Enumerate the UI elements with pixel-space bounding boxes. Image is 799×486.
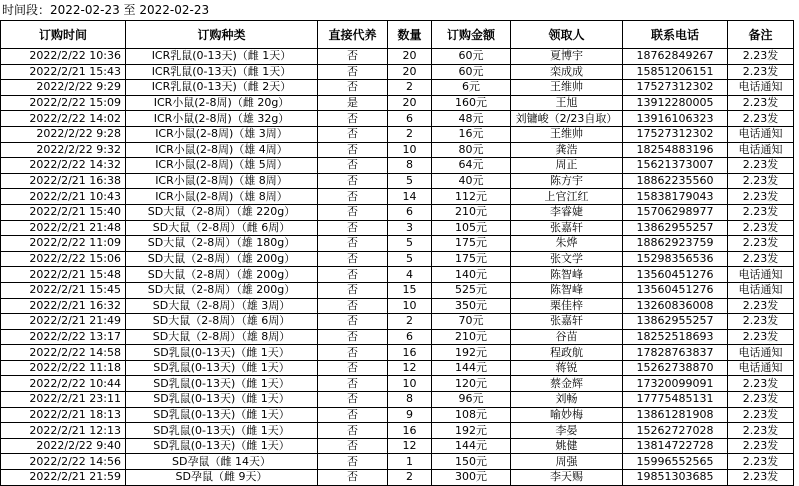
table-row bbox=[1, 298, 794, 314]
quantity-cell: 2 bbox=[388, 80, 432, 96]
order-time-cell: 2022/2/22 11:18 bbox=[1, 360, 126, 376]
order-type-cell: ICR小鼠(2-8周)（雌 20g） bbox=[126, 95, 318, 111]
quantity-cell: 12 bbox=[388, 360, 432, 376]
order-type-cell: SD乳鼠(0-13天)（雌 1天） bbox=[126, 423, 318, 439]
order-time-cell: 2022/2/21 23:11 bbox=[1, 392, 126, 408]
phone-cell: 19851303685 bbox=[623, 470, 728, 486]
recipient-cell: 刘镛峻（2/23自取） bbox=[511, 111, 623, 127]
amount-cell: 96元 bbox=[432, 392, 511, 408]
recipient-cell: 姚健 bbox=[511, 438, 623, 454]
phone-cell: 18762849267 bbox=[623, 49, 728, 65]
header-remark: 备注 bbox=[728, 21, 794, 49]
recipient-cell: 栗佳梓 bbox=[511, 298, 623, 314]
recipient-cell: 王旭 bbox=[511, 95, 623, 111]
recipient-cell: 程政航 bbox=[511, 345, 623, 361]
quantity-cell: 2 bbox=[388, 314, 432, 330]
amount-cell: 192元 bbox=[432, 345, 511, 361]
quantity-cell: 6 bbox=[388, 204, 432, 220]
recipient-cell: 王维帅 bbox=[511, 126, 623, 142]
recipient-cell: 蔡金辉 bbox=[511, 376, 623, 392]
recipient-cell: 陈智峰 bbox=[511, 282, 623, 298]
order-type-cell: SD乳鼠(0-13天)（雌 1天） bbox=[126, 407, 318, 423]
table-row bbox=[1, 329, 794, 345]
remark-cell: 2.23发 bbox=[728, 49, 794, 65]
order-type-cell: SD孕鼠（雌 14天） bbox=[126, 454, 318, 470]
amount-cell: 175元 bbox=[432, 236, 511, 252]
order-time-cell: 2022/2/21 10:43 bbox=[1, 189, 126, 205]
table-row bbox=[1, 407, 794, 423]
recipient-cell: 李晏 bbox=[511, 423, 623, 439]
phone-cell: 17828763837 bbox=[623, 345, 728, 361]
phone-cell: 13862955257 bbox=[623, 314, 728, 330]
order-time-cell: 2022/2/22 11:09 bbox=[1, 236, 126, 252]
recipient-cell: 李天赐 bbox=[511, 470, 623, 486]
recipient-cell: 刘畅 bbox=[511, 392, 623, 408]
order-time-cell: 2022/2/22 15:09 bbox=[1, 95, 126, 111]
remark-cell: 2.23发 bbox=[728, 329, 794, 345]
direct-care-cell: 否 bbox=[318, 345, 388, 361]
table-row bbox=[1, 204, 794, 220]
direct-care-cell: 否 bbox=[318, 267, 388, 283]
header-phone: 联系电话 bbox=[623, 21, 728, 49]
remark-cell: 2.23发 bbox=[728, 64, 794, 80]
order-time-cell: 2022/2/21 21:59 bbox=[1, 470, 126, 486]
direct-care-cell: 否 bbox=[318, 329, 388, 345]
order-type-cell: ICR小鼠(2-8周)（雄 5周） bbox=[126, 158, 318, 174]
direct-care-cell: 否 bbox=[318, 470, 388, 486]
amount-cell: 350元 bbox=[432, 298, 511, 314]
order-type-cell: SD大鼠（2-8周）（雄 8周） bbox=[126, 329, 318, 345]
order-time-cell: 2022/2/21 16:32 bbox=[1, 298, 126, 314]
order-time-cell: 2022/2/21 15:45 bbox=[1, 282, 126, 298]
recipient-cell: 龚浩 bbox=[511, 142, 623, 158]
order-time-cell: 2022/2/22 10:44 bbox=[1, 376, 126, 392]
table-row bbox=[1, 220, 794, 236]
quantity-cell: 4 bbox=[388, 267, 432, 283]
phone-cell: 17527312302 bbox=[623, 80, 728, 96]
phone-cell: 13862955257 bbox=[623, 220, 728, 236]
direct-care-cell: 否 bbox=[318, 314, 388, 330]
direct-care-cell: 否 bbox=[318, 298, 388, 314]
direct-care-cell: 否 bbox=[318, 142, 388, 158]
recipient-cell: 张文学 bbox=[511, 251, 623, 267]
amount-cell: 105元 bbox=[432, 220, 511, 236]
remark-cell: 2.23发 bbox=[728, 236, 794, 252]
order-type-cell: SD大鼠（2-8周）（雄 3周） bbox=[126, 298, 318, 314]
order-time-cell: 2022/2/21 21:48 bbox=[1, 220, 126, 236]
phone-cell: 17527312302 bbox=[623, 126, 728, 142]
remark-cell: 2.23发 bbox=[728, 111, 794, 127]
remark-cell: 2.23发 bbox=[728, 392, 794, 408]
recipient-cell: 上官江红 bbox=[511, 189, 623, 205]
quantity-cell: 10 bbox=[388, 376, 432, 392]
remark-cell: 2.23发 bbox=[728, 204, 794, 220]
table-row bbox=[1, 282, 794, 298]
phone-cell: 15838179043 bbox=[623, 189, 728, 205]
recipient-cell: 周正 bbox=[511, 158, 623, 174]
phone-cell: 15298356536 bbox=[623, 251, 728, 267]
table-row bbox=[1, 376, 794, 392]
remark-cell: 电话通知 bbox=[728, 80, 794, 96]
remark-cell: 2.23发 bbox=[728, 158, 794, 174]
phone-cell: 18862235560 bbox=[623, 173, 728, 189]
amount-cell: 70元 bbox=[432, 314, 511, 330]
amount-cell: 80元 bbox=[432, 142, 511, 158]
order-time-cell: 2022/2/22 10:36 bbox=[1, 49, 126, 65]
order-type-cell: SD孕鼠（雌 9天） bbox=[126, 470, 318, 486]
phone-cell: 18862923759 bbox=[623, 236, 728, 252]
direct-care-cell: 否 bbox=[318, 126, 388, 142]
order-type-cell: SD乳鼠(0-13天)（雌 1天） bbox=[126, 392, 318, 408]
direct-care-cell: 否 bbox=[318, 360, 388, 376]
quantity-cell: 1 bbox=[388, 454, 432, 470]
remark-cell: 2.23发 bbox=[728, 407, 794, 423]
amount-cell: 108元 bbox=[432, 407, 511, 423]
time-period-label: 时间段：2022-02-23 至 2022-02-23 bbox=[2, 3, 210, 17]
order-type-cell: ICR小鼠(2-8周)（雄 3周） bbox=[126, 126, 318, 142]
phone-cell: 15996552565 bbox=[623, 454, 728, 470]
remark-cell: 2.23发 bbox=[728, 251, 794, 267]
phone-cell: 15706298977 bbox=[623, 204, 728, 220]
order-type-cell: SD乳鼠(0-13天)（雌 1天） bbox=[126, 438, 318, 454]
order-type-cell: SD乳鼠(0-13天)（雌 1天） bbox=[126, 376, 318, 392]
order-time-cell: 2022/2/21 21:49 bbox=[1, 314, 126, 330]
order-type-cell: ICR小鼠(2-8周)（雄 8周） bbox=[126, 189, 318, 205]
quantity-cell: 2 bbox=[388, 126, 432, 142]
quantity-cell: 5 bbox=[388, 236, 432, 252]
order-time-cell: 2022/2/22 15:06 bbox=[1, 251, 126, 267]
table-row bbox=[1, 251, 794, 267]
header-direct-care: 直接代养 bbox=[318, 21, 388, 49]
quantity-cell: 5 bbox=[388, 251, 432, 267]
direct-care-cell: 否 bbox=[318, 64, 388, 80]
table-row bbox=[1, 49, 794, 65]
recipient-cell: 张嘉轩 bbox=[511, 220, 623, 236]
amount-cell: 40元 bbox=[432, 173, 511, 189]
order-type-cell: SD乳鼠(0-13天)（雌 1天） bbox=[126, 360, 318, 376]
order-time-cell: 2022/2/22 9:32 bbox=[1, 142, 126, 158]
phone-cell: 15262738870 bbox=[623, 360, 728, 376]
order-type-cell: ICR乳鼠(0-13天)（雌 1天） bbox=[126, 49, 318, 65]
table-row bbox=[1, 95, 794, 111]
direct-care-cell: 否 bbox=[318, 454, 388, 470]
amount-cell: 210元 bbox=[432, 329, 511, 345]
table-row bbox=[1, 454, 794, 470]
recipient-cell: 张嘉轩 bbox=[511, 314, 623, 330]
amount-cell: 6元 bbox=[432, 80, 511, 96]
order-time-cell: 2022/2/22 14:58 bbox=[1, 345, 126, 361]
direct-care-cell: 否 bbox=[318, 282, 388, 298]
phone-cell: 17320099091 bbox=[623, 376, 728, 392]
direct-care-cell: 否 bbox=[318, 251, 388, 267]
quantity-cell: 12 bbox=[388, 438, 432, 454]
amount-cell: 64元 bbox=[432, 158, 511, 174]
amount-cell: 16元 bbox=[432, 126, 511, 142]
phone-cell: 13861281908 bbox=[623, 407, 728, 423]
quantity-cell: 3 bbox=[388, 220, 432, 236]
remark-cell: 电话通知 bbox=[728, 267, 794, 283]
order-type-cell: SD乳鼠(0-13天)（雌 1天） bbox=[126, 345, 318, 361]
quantity-cell: 14 bbox=[388, 189, 432, 205]
phone-cell: 17775485131 bbox=[623, 392, 728, 408]
order-type-cell: SD大鼠（2-8周）（雄 200g） bbox=[126, 251, 318, 267]
order-type-cell: SD大鼠（2-8周）（雌 6周） bbox=[126, 220, 318, 236]
order-type-cell: SD大鼠（2-8周）（雄 180g） bbox=[126, 236, 318, 252]
phone-cell: 18254883196 bbox=[623, 142, 728, 158]
amount-cell: 140元 bbox=[432, 267, 511, 283]
table-row bbox=[1, 360, 794, 376]
order-table bbox=[0, 20, 794, 486]
remark-cell: 2.23发 bbox=[728, 314, 794, 330]
remark-cell: 电话通知 bbox=[728, 142, 794, 158]
recipient-cell: 栾成成 bbox=[511, 64, 623, 80]
phone-cell: 13560451276 bbox=[623, 267, 728, 283]
recipient-cell: 夏博宇 bbox=[511, 49, 623, 65]
direct-care-cell: 否 bbox=[318, 438, 388, 454]
table-row bbox=[1, 392, 794, 408]
phone-cell: 13560451276 bbox=[623, 282, 728, 298]
order-time-cell: 2022/2/21 16:38 bbox=[1, 173, 126, 189]
phone-cell: 15621373007 bbox=[623, 158, 728, 174]
order-time-cell: 2022/2/21 15:40 bbox=[1, 204, 126, 220]
table-row bbox=[1, 189, 794, 205]
order-time-cell: 2022/2/21 18:13 bbox=[1, 407, 126, 423]
table-row bbox=[1, 470, 794, 486]
order-type-cell: SD大鼠（2-8周）（雄 6周） bbox=[126, 314, 318, 330]
remark-cell: 2.23发 bbox=[728, 189, 794, 205]
order-time-cell: 2022/2/22 9:29 bbox=[1, 80, 126, 96]
remark-cell: 2.23发 bbox=[728, 95, 794, 111]
remark-cell: 2.23发 bbox=[728, 173, 794, 189]
quantity-cell: 2 bbox=[388, 470, 432, 486]
quantity-cell: 20 bbox=[388, 49, 432, 65]
amount-cell: 120元 bbox=[432, 376, 511, 392]
quantity-cell: 20 bbox=[388, 64, 432, 80]
quantity-cell: 9 bbox=[388, 407, 432, 423]
amount-cell: 192元 bbox=[432, 423, 511, 439]
direct-care-cell: 否 bbox=[318, 204, 388, 220]
order-time-cell: 2022/2/22 14:32 bbox=[1, 158, 126, 174]
remark-cell: 电话通知 bbox=[728, 126, 794, 142]
direct-care-cell: 否 bbox=[318, 49, 388, 65]
direct-care-cell: 是 bbox=[318, 95, 388, 111]
order-type-cell: SD大鼠（2-8周）（雄 220g） bbox=[126, 204, 318, 220]
recipient-cell: 朱烨 bbox=[511, 236, 623, 252]
order-type-cell: ICR小鼠(2-8周)（雄 8周） bbox=[126, 173, 318, 189]
table-row bbox=[1, 236, 794, 252]
direct-care-cell: 否 bbox=[318, 376, 388, 392]
order-type-cell: ICR乳鼠(0-13天)（雌 2天） bbox=[126, 80, 318, 96]
table-row bbox=[1, 314, 794, 330]
header-recipient: 领取人 bbox=[511, 21, 623, 49]
amount-cell: 150元 bbox=[432, 454, 511, 470]
phone-cell: 15262727028 bbox=[623, 423, 728, 439]
order-time-cell: 2022/2/22 14:02 bbox=[1, 111, 126, 127]
quantity-cell: 16 bbox=[388, 345, 432, 361]
recipient-cell: 周强 bbox=[511, 454, 623, 470]
order-time-cell: 2022/2/22 9:28 bbox=[1, 126, 126, 142]
direct-care-cell: 否 bbox=[318, 80, 388, 96]
quantity-cell: 20 bbox=[388, 95, 432, 111]
recipient-cell: 喻妙梅 bbox=[511, 407, 623, 423]
direct-care-cell: 否 bbox=[318, 407, 388, 423]
quantity-cell: 16 bbox=[388, 423, 432, 439]
remark-cell: 电话通知 bbox=[728, 282, 794, 298]
phone-cell: 15851206151 bbox=[623, 64, 728, 80]
table-row bbox=[1, 142, 794, 158]
amount-cell: 300元 bbox=[432, 470, 511, 486]
phone-cell: 13912280005 bbox=[623, 95, 728, 111]
quantity-cell: 6 bbox=[388, 329, 432, 345]
table-row bbox=[1, 80, 794, 96]
direct-care-cell: 否 bbox=[318, 220, 388, 236]
remark-cell: 2.23发 bbox=[728, 454, 794, 470]
phone-cell: 13260836008 bbox=[623, 298, 728, 314]
direct-care-cell: 否 bbox=[318, 236, 388, 252]
table-row bbox=[1, 345, 794, 361]
phone-cell: 13814722728 bbox=[623, 438, 728, 454]
order-type-cell: ICR小鼠(2-8周)（雄 4周） bbox=[126, 142, 318, 158]
amount-cell: 210元 bbox=[432, 204, 511, 220]
amount-cell: 60元 bbox=[432, 64, 511, 80]
phone-cell: 18252518693 bbox=[623, 329, 728, 345]
table-row bbox=[1, 267, 794, 283]
order-time-cell: 2022/2/22 13:17 bbox=[1, 329, 126, 345]
table-row bbox=[1, 64, 794, 80]
amount-cell: 60元 bbox=[432, 49, 511, 65]
direct-care-cell: 否 bbox=[318, 189, 388, 205]
quantity-cell: 10 bbox=[388, 298, 432, 314]
direct-care-cell: 否 bbox=[318, 111, 388, 127]
header-quantity: 数量 bbox=[388, 21, 432, 49]
table-body bbox=[1, 49, 794, 486]
phone-cell: 13916106323 bbox=[623, 111, 728, 127]
quantity-cell: 8 bbox=[388, 158, 432, 174]
amount-cell: 175元 bbox=[432, 251, 511, 267]
quantity-cell: 6 bbox=[388, 111, 432, 127]
recipient-cell: 蒋锐 bbox=[511, 360, 623, 376]
remark-cell: 2.23发 bbox=[728, 298, 794, 314]
header-order-type: 订购种类 bbox=[126, 21, 318, 49]
quantity-cell: 10 bbox=[388, 142, 432, 158]
order-time-cell: 2022/2/21 15:48 bbox=[1, 267, 126, 283]
order-time-cell: 2022/2/22 9:40 bbox=[1, 438, 126, 454]
order-time-cell: 2022/2/21 15:43 bbox=[1, 64, 126, 80]
direct-care-cell: 否 bbox=[318, 173, 388, 189]
remark-cell: 2.23发 bbox=[728, 220, 794, 236]
direct-care-cell: 否 bbox=[318, 423, 388, 439]
remark-cell: 2.23发 bbox=[728, 376, 794, 392]
amount-cell: 144元 bbox=[432, 360, 511, 376]
direct-care-cell: 否 bbox=[318, 158, 388, 174]
order-time-cell: 2022/2/21 12:13 bbox=[1, 423, 126, 439]
table-row bbox=[1, 158, 794, 174]
table-header-row bbox=[1, 21, 794, 49]
table-row bbox=[1, 111, 794, 127]
order-type-cell: SD大鼠（2-8周）（雄 200g） bbox=[126, 282, 318, 298]
table-row bbox=[1, 423, 794, 439]
order-time-cell: 2022/2/22 14:56 bbox=[1, 454, 126, 470]
recipient-cell: 陈方宇 bbox=[511, 173, 623, 189]
remark-cell: 电话通知 bbox=[728, 345, 794, 361]
recipient-cell: 谷苗 bbox=[511, 329, 623, 345]
remark-cell: 2.23发 bbox=[728, 438, 794, 454]
recipient-cell: 王维帅 bbox=[511, 80, 623, 96]
amount-cell: 48元 bbox=[432, 111, 511, 127]
remark-cell: 电话通知 bbox=[728, 360, 794, 376]
quantity-cell: 8 bbox=[388, 392, 432, 408]
quantity-cell: 15 bbox=[388, 282, 432, 298]
table-row bbox=[1, 438, 794, 454]
order-type-cell: ICR小鼠(2-8周)（雄 32g） bbox=[126, 111, 318, 127]
amount-cell: 112元 bbox=[432, 189, 511, 205]
order-type-cell: ICR乳鼠(0-13天)（雌 1天） bbox=[126, 64, 318, 80]
table-row bbox=[1, 126, 794, 142]
recipient-cell: 李睿婕 bbox=[511, 204, 623, 220]
order-type-cell: SD大鼠（2-8周）（雄 200g） bbox=[126, 267, 318, 283]
amount-cell: 525元 bbox=[432, 282, 511, 298]
quantity-cell: 5 bbox=[388, 173, 432, 189]
table-row bbox=[1, 173, 794, 189]
recipient-cell: 陈智峰 bbox=[511, 267, 623, 283]
header-amount: 订购金额 bbox=[432, 21, 511, 49]
amount-cell: 144元 bbox=[432, 438, 511, 454]
direct-care-cell: 否 bbox=[318, 392, 388, 408]
remark-cell: 2.23发 bbox=[728, 470, 794, 486]
amount-cell: 160元 bbox=[432, 95, 511, 111]
remark-cell: 2.23发 bbox=[728, 423, 794, 439]
header-order-time: 订购时间 bbox=[1, 21, 126, 49]
